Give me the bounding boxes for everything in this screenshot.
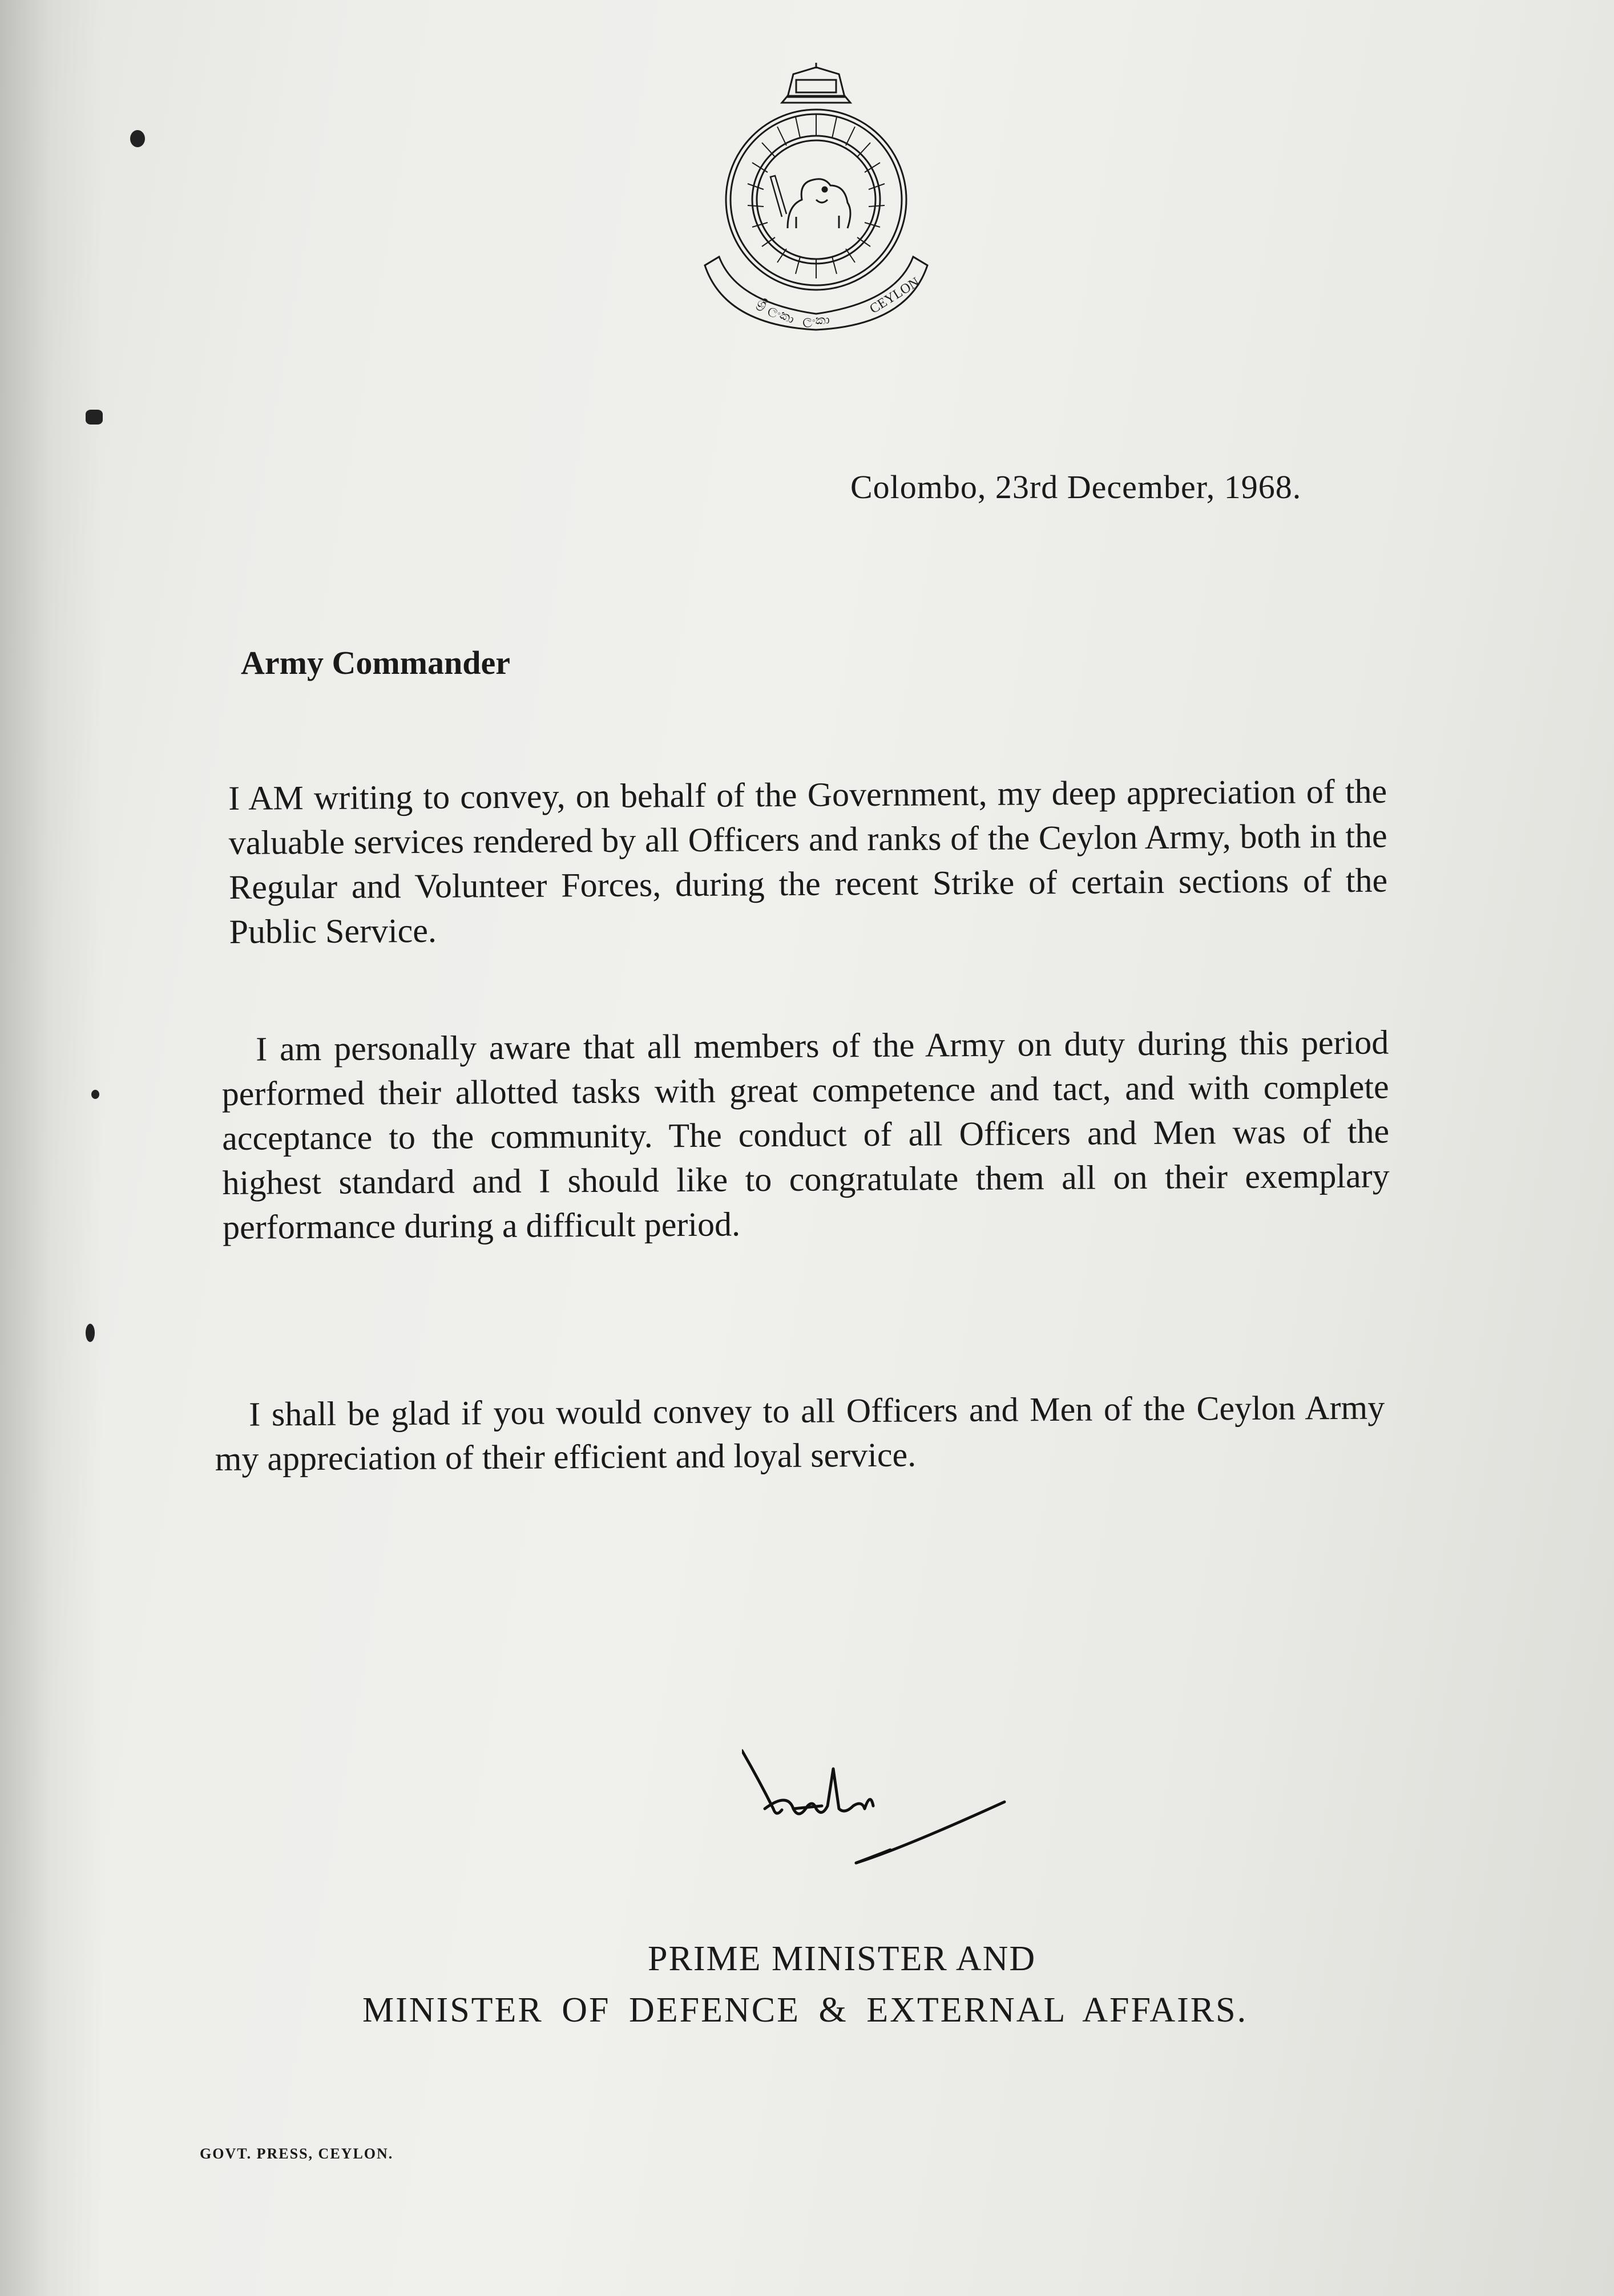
signatory-title-line-1: PRIME MINISTER AND — [648, 1939, 1036, 1978]
page-shadow — [0, 0, 103, 2296]
paragraph-text: I am personally aware that all members of the Army on duty during this period performed their allotted tasks with great competence and tact, and with complete acceptance to the community. The conduct of all Officers and Men was of the highest standard and I should like to congratulate them all on their exemplary performance during a difficult period. — [221, 1023, 1390, 1246]
crest-banner-right: CEYLON — [867, 274, 922, 317]
body-paragraph — [228, 769, 1388, 954]
punch-hole-mark — [86, 1324, 95, 1342]
paragraph-text: I shall be glad if you would convey to all Officers and Men of the Ceylon Army my appreciation of their efficient and loyal service. — [215, 1388, 1385, 1478]
printer-imprint: GOVT. PRESS, CEYLON. — [200, 2145, 394, 2162]
salutation: Army Commander — [241, 644, 510, 681]
punch-hole-mark — [91, 1090, 99, 1099]
signatory-title-line-2: MINISTER OF DEFENCE & EXTERNAL AFFAIRS. — [362, 1991, 1248, 2030]
paragraph-text: I AM writing to convey, on behalf of the Government, my deep appreciation of the valuable services rendered by all Officers and ranks of the Ceylon Army, both in the Regular and Volunteer Forces, during the recent Strike of certain sections of the Public Service. — [228, 772, 1388, 951]
body-paragraph — [215, 1385, 1385, 1481]
punch-hole-mark — [86, 410, 103, 425]
body-paragraph — [221, 1020, 1390, 1250]
handwritten-signature — [742, 1746, 1016, 1917]
punch-hole-mark — [130, 130, 145, 147]
ceylon-army-crest-emblem — [702, 63, 930, 331]
crest-banner-center: ලංකා — [802, 313, 830, 328]
letter-date: Colombo, 23rd December, 1968. — [850, 468, 1302, 506]
crest-banner-left: ශ්‍රී ලංකා — [754, 296, 797, 328]
